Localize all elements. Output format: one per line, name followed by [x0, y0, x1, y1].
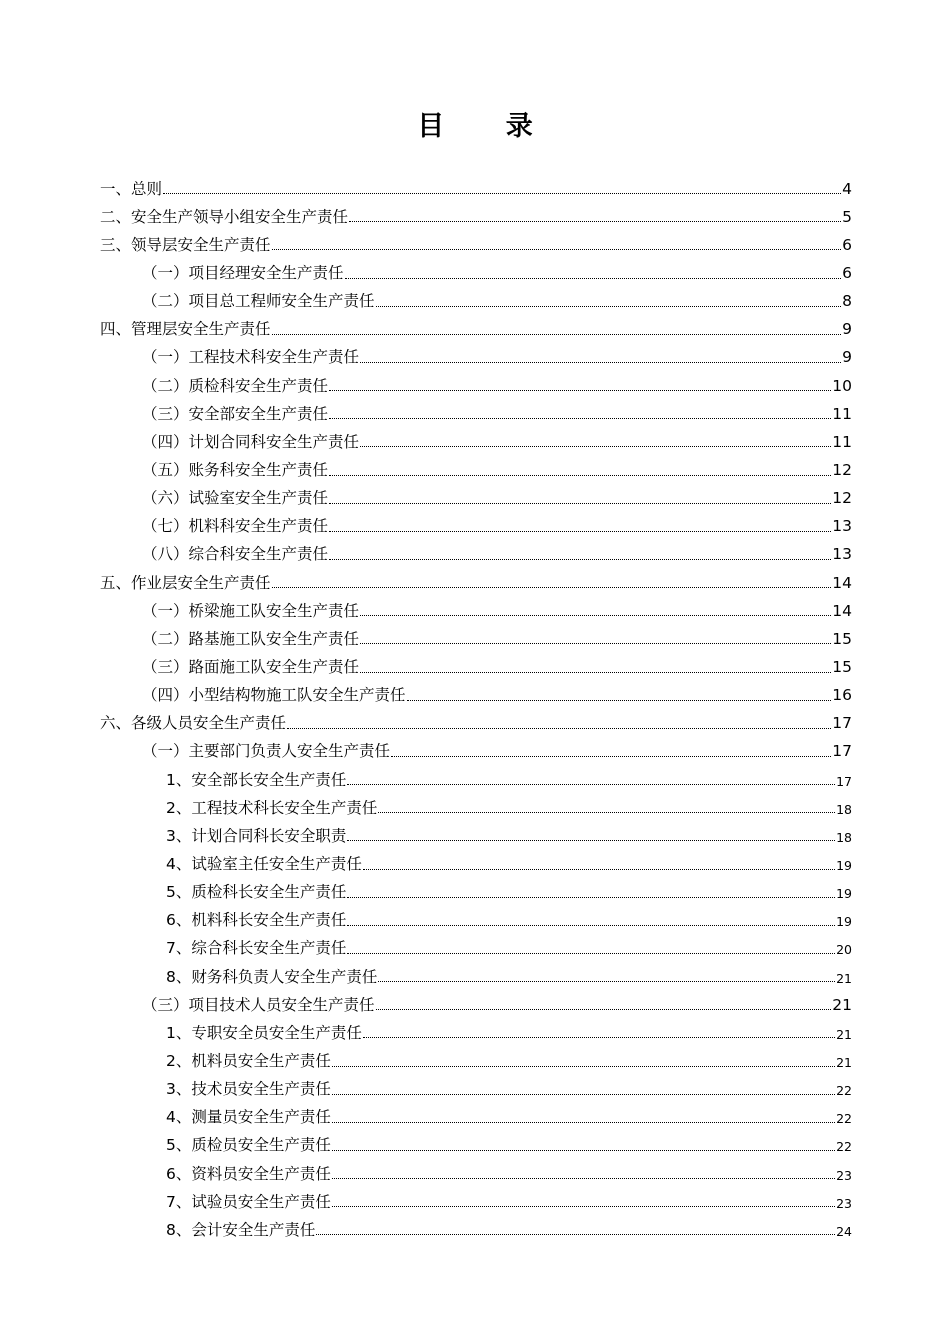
- toc-entry-label: 3、计划合同科长安全职责: [166, 826, 347, 845]
- toc-entry-label: （二）项目总工程师安全生产责任: [142, 292, 375, 311]
- toc-entry-page-number: 16: [832, 686, 852, 705]
- toc-entry-label: （三）安全部安全生产责任: [142, 404, 329, 423]
- toc-entry-page-number: 14: [832, 601, 852, 620]
- toc-entry-label: 8、会计安全生产责任: [166, 1220, 316, 1239]
- dot-leader: [345, 278, 842, 279]
- toc-entry-label: （二）路基施工队安全生产责任: [142, 629, 360, 648]
- toc-entry-label: 2、工程技术科长安全生产责任: [166, 798, 378, 817]
- toc-entry-label: 7、试验员安全生产责任: [166, 1192, 331, 1211]
- toc-entry[interactable]: [100, 201, 852, 229]
- dot-leader: [329, 503, 831, 504]
- toc-entry-label: 1、安全部长安全生产责任: [166, 770, 347, 789]
- toc-entry-page-number: 11: [832, 404, 852, 423]
- dot-leader: [316, 1234, 835, 1235]
- page-title: 目 录: [417, 111, 559, 142]
- dot-leader: [272, 249, 842, 250]
- dot-leader: [332, 1150, 835, 1151]
- toc-entry-label: 2、机料员安全生产责任: [166, 1052, 331, 1070]
- toc-entry[interactable]: [100, 764, 852, 792]
- toc-entry-page-number: 15: [832, 629, 852, 648]
- toc-entry-page-number: 17: [832, 714, 852, 733]
- toc-entry-label: 5、质检科长安全生产责任: [166, 883, 347, 902]
- toc-entry-label: （四）计划合同科安全生产责任: [142, 432, 360, 451]
- toc-entry[interactable]: [100, 229, 852, 257]
- toc-entry[interactable]: [100, 792, 852, 820]
- dot-leader: [378, 812, 835, 813]
- toc-entry[interactable]: [100, 820, 852, 848]
- toc-entry-page-number: 17: [832, 742, 852, 761]
- dot-leader: [376, 306, 842, 307]
- toc-entry[interactable]: [100, 680, 852, 708]
- toc-entry-label: （一）工程技术科安全生产责任: [142, 348, 360, 367]
- toc-entry-label: 6、机料科长安全生产责任: [166, 911, 347, 930]
- toc-entry-page-number: 14: [832, 573, 852, 592]
- toc-entry-label: （二）质检科安全生产责任: [142, 376, 329, 395]
- toc-entry-page-number: 6: [842, 264, 852, 283]
- toc-entry-page-number: 12: [832, 461, 852, 480]
- dot-leader: [347, 784, 835, 785]
- toc-entry[interactable]: [100, 623, 852, 651]
- toc-entry-page-number: 13: [832, 545, 852, 564]
- toc-entry-label: （三）项目技术人员安全生产责任: [142, 995, 375, 1014]
- dot-leader: [332, 1066, 835, 1067]
- toc-entry-label: （八）综合科安全生产责任: [142, 545, 329, 564]
- toc-entry-label: （六）试验室安全生产责任: [142, 489, 329, 508]
- toc-entry-page-number: 9: [842, 348, 852, 367]
- toc-entry[interactable]: [100, 848, 852, 876]
- toc-entry-page-number: 17: [836, 773, 852, 789]
- toc-entry[interactable]: [100, 398, 852, 426]
- toc-entry-page-number: 22: [836, 1139, 852, 1155]
- dot-leader: [360, 643, 831, 644]
- toc-entry-page-number: 21: [836, 1026, 852, 1042]
- toc-entry[interactable]: [100, 1102, 852, 1130]
- toc-entry-label: 7、综合科长安全生产责任: [166, 939, 347, 958]
- dot-leader: [272, 334, 842, 335]
- toc-entry-page-number: 5: [842, 207, 852, 226]
- dot-leader: [360, 362, 841, 363]
- dot-leader: [376, 1009, 832, 1010]
- toc-entry[interactable]: [100, 1130, 852, 1158]
- toc-entry-page-number: 23: [836, 1195, 852, 1211]
- toc-entry[interactable]: [100, 257, 852, 285]
- toc-entry[interactable]: [100, 877, 852, 905]
- toc-entry-label: （五）账务科安全生产责任: [142, 461, 329, 480]
- toc-entry-page-number: 11: [832, 432, 852, 451]
- toc-entry-label: 二、安全生产领导小组安全生产责任: [100, 207, 349, 226]
- toc-entry-page-number: 13: [832, 517, 852, 536]
- toc-entry[interactable]: [100, 961, 852, 989]
- toc-entry-page-number: 4: [842, 179, 852, 198]
- toc-entry-label: （一）桥梁施工队安全生产责任: [142, 601, 360, 620]
- dot-leader: [360, 672, 831, 673]
- dot-leader: [347, 897, 835, 898]
- dot-leader: [287, 728, 831, 729]
- toc-entry[interactable]: [100, 314, 852, 342]
- dot-leader: [332, 1178, 835, 1179]
- dot-leader: [329, 418, 831, 419]
- toc-entry-label: （一）项目经理安全生产责任: [142, 264, 344, 283]
- dot-leader: [332, 1122, 835, 1123]
- dot-leader: [347, 925, 835, 926]
- dot-leader: [347, 953, 835, 954]
- toc-entry-label: 四、管理层安全生产责任: [100, 320, 271, 339]
- dot-leader: [329, 559, 831, 560]
- toc-entry-page-number: 15: [832, 658, 852, 677]
- toc-entry[interactable]: [100, 1158, 852, 1186]
- toc-entry-label: 4、测量员安全生产责任: [166, 1108, 331, 1127]
- dot-leader: [329, 390, 831, 391]
- toc-entry[interactable]: [100, 651, 852, 679]
- toc-entry-page-number: 10: [832, 376, 852, 395]
- toc-entry-page-number: 19: [836, 886, 852, 902]
- toc-entry-page-number: 22: [836, 1111, 852, 1127]
- toc-entry-label: （三）路面施工队安全生产责任: [142, 658, 360, 677]
- dot-leader: [272, 587, 832, 588]
- toc-entry-page-number: 19: [836, 914, 852, 930]
- toc-entry-page-number: 6: [842, 235, 852, 254]
- dot-leader: [349, 221, 841, 222]
- dot-leader: [363, 869, 835, 870]
- toc-entry-page-number: 18: [836, 801, 852, 817]
- toc-entry[interactable]: [100, 426, 852, 454]
- toc-entry-page-number: 22: [836, 1083, 852, 1099]
- toc-entry-page-number: 23: [836, 1167, 852, 1183]
- toc-entry[interactable]: [100, 1045, 852, 1073]
- toc-entry-label: 3、技术员安全生产责任: [166, 1080, 331, 1099]
- toc-entry[interactable]: [100, 905, 852, 933]
- dot-leader: [332, 1094, 835, 1095]
- toc-entry[interactable]: [100, 933, 852, 961]
- toc-entry-label: 4、试验室主任安全生产责任: [166, 855, 362, 874]
- dot-leader: [329, 531, 831, 532]
- dot-leader: [347, 840, 835, 841]
- toc-entry[interactable]: [100, 708, 852, 736]
- toc-entry[interactable]: [100, 370, 852, 398]
- toc-entry[interactable]: [100, 595, 852, 623]
- toc-entry-label: 1、专职安全员安全生产责任: [166, 1023, 362, 1042]
- toc-entry[interactable]: [100, 286, 852, 314]
- toc-entry-label: 8、财务科负责人安全生产责任: [166, 967, 378, 986]
- toc-entry-label: 三、领导层安全生产责任: [100, 235, 271, 254]
- toc-entry-page-number: 24: [836, 1223, 852, 1239]
- toc-entry[interactable]: [100, 1017, 852, 1045]
- toc-entry-label: （一）主要部门负责人安全生产责任: [142, 742, 391, 761]
- toc-entry-page-number: 12: [832, 489, 852, 508]
- dot-leader: [329, 475, 831, 476]
- toc-entry[interactable]: [100, 511, 852, 539]
- toc-entry-page-number: 19: [836, 858, 852, 874]
- toc-entry-label: （四）小型结构物施工队安全生产责任: [142, 686, 406, 705]
- toc-entry-page-number: 18: [836, 829, 852, 845]
- toc-entry-label: 一、总则: [100, 179, 163, 198]
- toc-entry[interactable]: [100, 1074, 852, 1102]
- toc-entry-label: 五、作业层安全生产责任: [100, 573, 271, 592]
- dot-leader: [407, 700, 832, 701]
- dot-leader: [363, 1037, 835, 1038]
- toc-entry-label: 5、质检员安全生产责任: [166, 1136, 331, 1155]
- toc-entry[interactable]: [100, 173, 852, 201]
- toc-entry-page-number: 21: [836, 1055, 852, 1070]
- toc-entry-page-number: 9: [842, 320, 852, 339]
- toc-entry-label: （七）机料科安全生产责任: [142, 517, 329, 536]
- dot-leader: [163, 193, 841, 194]
- toc-entry[interactable]: [100, 342, 852, 370]
- toc-entry-page-number: 21: [836, 970, 852, 986]
- dot-leader: [332, 1206, 835, 1207]
- dot-leader: [360, 615, 831, 616]
- toc-entry[interactable]: [100, 1186, 852, 1214]
- toc-entry[interactable]: [100, 454, 852, 482]
- toc-entry[interactable]: [100, 1214, 852, 1242]
- toc-entry[interactable]: [100, 567, 852, 595]
- toc-entry-page-number: 21: [832, 995, 852, 1014]
- toc-entry-label: 六、各级人员安全生产责任: [100, 714, 287, 733]
- toc-entry[interactable]: [100, 483, 852, 511]
- toc-entry[interactable]: [100, 736, 852, 764]
- toc-entry[interactable]: [100, 539, 852, 567]
- dot-leader: [378, 981, 835, 982]
- table-of-contents: [100, 173, 852, 1242]
- dot-leader: [391, 756, 831, 757]
- toc-entry-label: 6、资料员安全生产责任: [166, 1164, 331, 1183]
- toc-entry-page-number: 20: [836, 942, 852, 958]
- toc-entry[interactable]: [100, 989, 852, 1017]
- toc-entry-page-number: 8: [842, 292, 852, 311]
- dot-leader: [360, 446, 831, 447]
